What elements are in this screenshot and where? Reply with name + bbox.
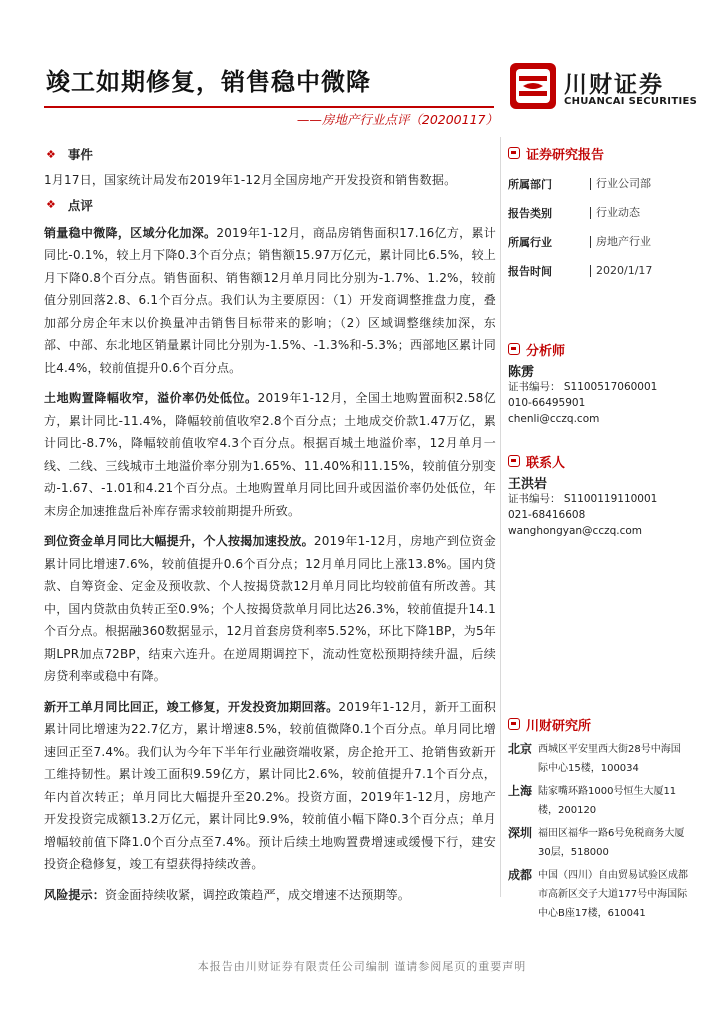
logo-emblem-icon xyxy=(509,62,557,110)
header-divider xyxy=(44,106,494,108)
paragraph-land: 土地购置降幅收窄，溢价率仍处低位。2019年1-12月，全国土地购置面积2.58亿方，累计同比-11.4%，降幅较前值收窄2.8个百分点；土地成交价款1.47万亿，累计同比-8.7%，降幅较前值收窄4.3个百分点。根据百城土地溢价率，12月单月一线、二线、三线城市土地溢价率分别为1.65%、11.40%和11.15%，较前值分别变动-1.67、-1.01和4.21个百分点。土地购置单月同比回升或因溢价率仍处低位，年末房企加速推盘后补库存需求较前期提升所致。 xyxy=(44,391,497,518)
contact-name: 王洪岩 xyxy=(508,477,548,492)
sidebar xyxy=(508,143,690,927)
analyst-name: 陈雳 xyxy=(508,365,535,380)
company-logo xyxy=(509,62,698,112)
info-row-department: 所属部门 行业公司部 xyxy=(508,176,651,191)
analyst-phone: 010-66495901 xyxy=(508,397,586,409)
info-row-category: 报告类别 行业动态 xyxy=(508,205,640,220)
section-marker-icon xyxy=(508,343,520,355)
report-title: 竣工如期修复，销售稳中微降 xyxy=(46,67,371,96)
section-marker-icon xyxy=(508,718,520,730)
diamond-bullet-icon: ❖ xyxy=(46,147,56,161)
section-marker-icon xyxy=(508,147,520,159)
office-beijing: 北京 西城区平安里西大街28号中海国际中心15楼，100034 xyxy=(508,742,681,774)
analyst-heading: 分析师 xyxy=(508,339,690,359)
office-shenzhen: 深圳 福田区福华一路6号免税商务大厦30层，518000 xyxy=(508,826,685,858)
contact-email[interactable]: wanghongyan@cczq.com xyxy=(508,525,643,537)
analyst-email[interactable]: chenli@cczq.com xyxy=(508,413,600,425)
analyst-cert: 证书编号： S1100517060001 xyxy=(508,381,658,393)
paragraph-sales: 销量稳中微降，区域分化加深。2019年1-12月，商品房销售面积17.16亿方，累计同比-0.1%，较上月下降0.3个百分点；销售额15.97万亿元，累计同比6.5%，较上月下降0.8个百分点。销售面积、销售额12月单月同比分别为-1.7%、1.2%，较前值分别回落2.8、6.1个百分点。我们认为主要原因：（1）开发商调整推盘力度，叠加部分房企年末以价换量冲击销售目标带来的影响；（2）区域调整继续加深，东部、中部、东北地区销量累计同比分别为-1.5%、-1.3%和-5.3%；西部地区累计同比4.4%，较前值提升0.6个百分点。 xyxy=(44,225,496,375)
comment-heading: ❖ 点评 xyxy=(46,197,93,213)
report-subtitle: ——房地产行业点评（20200117） xyxy=(296,112,498,127)
institute-heading: 川财研究所 xyxy=(508,714,690,734)
risk-warning: 风险提示：资金面持续收紧，调控政策趋严，成交增速不达预期等。 xyxy=(44,887,411,902)
office-shanghai: 上海 陆家嘴环路1000号恒生大厦11楼，200120 xyxy=(508,784,677,816)
paragraph-funding: 到位资金单月同比大幅提升，个人按揭加速投放。2019年1-12月，房地产到位资金累计同比增速7.6%，较前值提升0.6个百分点；12月单月同比上涨13.8%。国内贷款、自筹资金、定金及预收款、个人按揭贷款12月单月同比均较前值有所改善。其中，国内贷款由负转正至0.9%；个人按揭贷款单月同比达26.3%，较前值提升14.1个百分点。根据融360数据显示，12月首套房贷利率5.52%，环比下降1BP，为5年期LPR加点72BP，结束六连升。在逆周期调控下，流动性宽松预期持续升温，后续房贷利率或稳中有降。 xyxy=(44,534,497,683)
report-info-heading: 证券研究报告 xyxy=(508,143,690,163)
logo-name-en: CHUANCAI SECURITIES xyxy=(564,96,698,107)
logo-name-cn: 川财证券 xyxy=(564,72,664,98)
paragraph-construction: 新开工单月同比回正，竣工修复，开发投资加期回落。2019年1-12月，新开工面积累计同比增速为22.7亿方，累计增速8.5%，较前值微降0.1个百分点。单月同比增速回正至7.4%。我们认为今年下半年行业融资端收紧，房企抢开工、抢销售致新开工维持韧性。累计竣工面积9.59亿方，累计同比2.6%，较前值提升7.1个百分点，年内首次转正；单月同比大幅提升至20.2%。投资方面，2019年1-12月，房地产开发投资完成额13.2万亿元，累计同比9.9%，较前值小幅下降0.3个百分点；单月增幅较前值下降1.0个百分点至7.4%。预计后续土地购置费增速或缓慢下行，建安投资企稳修复，竣工有望获得持续改善。 xyxy=(44,699,496,871)
contact-cert: 证书编号： S1100119110001 xyxy=(508,493,658,505)
office-chengdu: 成都 中国（四川）自由贸易试验区成都市高新区交子大道177号中海国际中心B座17楼，610041 xyxy=(508,868,688,919)
footer-disclaimer: 本报告由川财证券有限责任公司编制 谨请参阅尾页的重要声明 xyxy=(197,960,527,973)
column-divider xyxy=(500,137,501,897)
section-marker-icon xyxy=(508,455,520,467)
diamond-bullet-icon: ❖ xyxy=(46,198,56,211)
contact-phone: 021-68416608 xyxy=(508,509,586,521)
main-content xyxy=(44,143,496,914)
info-row-industry: 所属行业 房地产行业 xyxy=(508,234,651,249)
event-text: 1月17日，国家统计局发布2019年1-12月全国房地产开发投资和销售数据。 xyxy=(44,173,457,187)
info-row-date: 报告时间 2020/1/17 xyxy=(508,263,653,278)
event-heading: ❖ 事件 xyxy=(46,147,93,162)
contact-heading: 联系人 xyxy=(508,451,690,471)
